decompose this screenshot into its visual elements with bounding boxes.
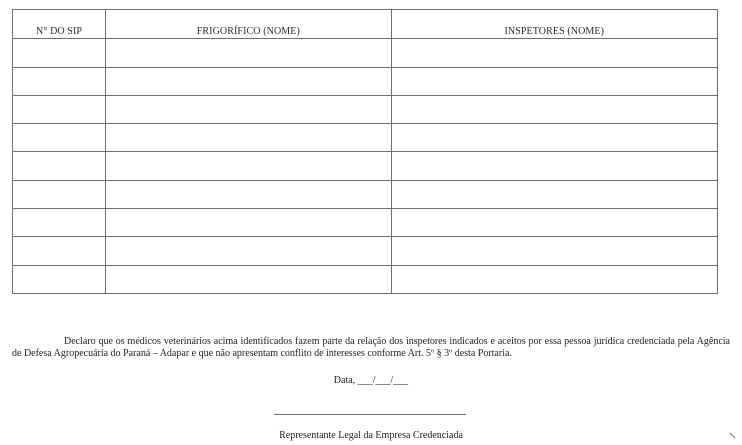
- slaughterhouse-name-cell[interactable]: [106, 124, 391, 152]
- inspectors-name-cell[interactable]: [391, 237, 717, 265]
- inspectors-name-cell[interactable]: [391, 95, 717, 123]
- slaughterhouse-name-cell[interactable]: [106, 265, 391, 293]
- sip-number-cell[interactable]: [13, 152, 106, 180]
- table-body: [13, 39, 718, 294]
- date-field-label[interactable]: Data, ___/___/___: [333, 375, 409, 386]
- inspectors-name-cell[interactable]: [391, 67, 717, 95]
- cursor-tick-icon: [729, 432, 736, 439]
- table-row: [13, 237, 718, 265]
- inspectors-name-cell[interactable]: [391, 180, 717, 208]
- table-row: [13, 124, 718, 152]
- header-slaughterhouse-name: FRIGORÍFICO (NOME): [106, 10, 391, 39]
- inspectors-name-cell[interactable]: [391, 209, 717, 237]
- table-row: [13, 265, 718, 293]
- table-row: [13, 95, 718, 123]
- slaughterhouse-name-cell[interactable]: [106, 95, 391, 123]
- table-header-row: [13, 10, 718, 39]
- slaughterhouse-name-cell[interactable]: [106, 180, 391, 208]
- slaughterhouse-name-cell[interactable]: [106, 39, 391, 67]
- signature-line: [274, 414, 466, 415]
- table-row: [13, 180, 718, 208]
- sip-number-cell[interactable]: [13, 124, 106, 152]
- header-sip-number: N° DO SIP: [13, 10, 106, 39]
- slaughterhouse-name-cell[interactable]: [106, 209, 391, 237]
- table-row: [13, 67, 718, 95]
- sip-number-cell[interactable]: [13, 209, 106, 237]
- table-row: [13, 209, 718, 237]
- signature-label: Representante Legal da Empresa Credenciada: [279, 430, 463, 441]
- sip-number-cell[interactable]: [13, 95, 106, 123]
- sip-number-cell[interactable]: [13, 39, 106, 67]
- slaughterhouse-name-cell[interactable]: [106, 237, 391, 265]
- date-line: [0, 375, 742, 386]
- inspectors-table: [12, 9, 718, 294]
- inspectors-name-cell[interactable]: [391, 39, 717, 67]
- slaughterhouse-name-cell[interactable]: [106, 67, 391, 95]
- sip-number-cell[interactable]: [13, 237, 106, 265]
- table-row: [13, 152, 718, 180]
- sip-number-cell[interactable]: [13, 265, 106, 293]
- sip-number-cell[interactable]: [13, 180, 106, 208]
- slaughterhouse-name-cell[interactable]: [106, 152, 391, 180]
- table-row: [13, 39, 718, 67]
- inspectors-name-cell[interactable]: [391, 265, 717, 293]
- inspectors-name-cell[interactable]: [391, 124, 717, 152]
- declaration-paragraph: Declaro que os médicos veterinários acima identificados fazem parte da relação dos inspetores indicados e aceitos por essa pessoa jurídica credenciada pela Agência de Defesa Agropecuária do Paraná – Adapar e que não apresentam conflito de interesses conforme Art. 5º § 3º desta Portaria.: [12, 336, 730, 359]
- header-inspectors-name: INSPETORES (NOME): [391, 10, 717, 39]
- inspectors-name-cell[interactable]: [391, 152, 717, 180]
- sip-number-cell[interactable]: [13, 67, 106, 95]
